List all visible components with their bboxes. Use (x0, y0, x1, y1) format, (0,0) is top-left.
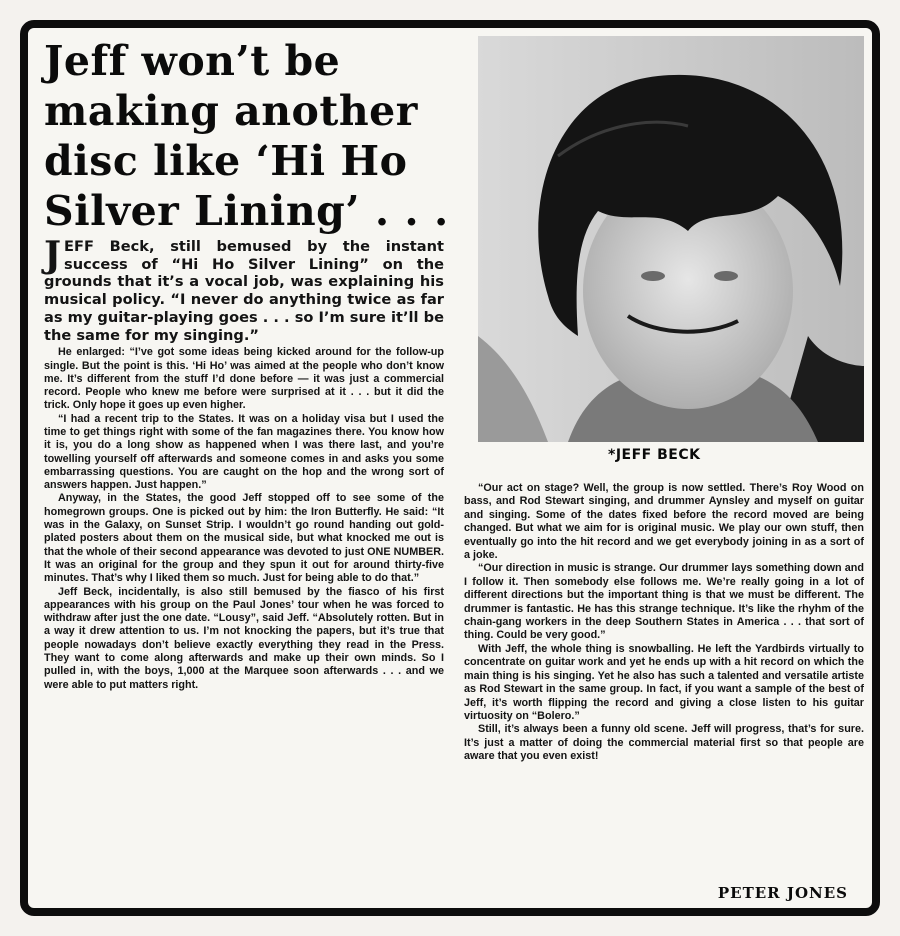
lead-text: EFF Beck, still bemused by the instant success of “Hi Ho Silver Lining” on the grounds that it’s a vocal job, was explaining his musical policy. “I never do anything twice as far as my guitar-playing goes . . . so I’m sure it’ll be the same for my singing.” (44, 238, 444, 344)
body-paragraph: Anyway, in the States, the good Jeff stopped off to see some of the homegrown groups. One is picked out by him: the Iron Butterfly. He said: “It was in the Galaxy, on Sunset Strip. I wouldn’t go round handing out gold-plated posters about them on the musical side, but what knocked me out is that the whole of their second appearance was devoted to just ONE NUMBER. It was an original for the group and they spun it out for around thirty-five minutes. That’s why I liked them so much. Just for being able to do that.” (44, 492, 444, 585)
portrait-illustration (478, 36, 864, 442)
body-paragraph: “Our direction in music is strange. Our drummer lays something down and I follow it. Then somebody else follows me. We’re really going in a lot of different directions but the important thing is that we must be different. The drummer is fantastic. He has this strange technique. It’s like the rhyhm of the chain-gang workers in the deep Southern States in America . . . that sort of thing. Could be very good.” (464, 562, 864, 642)
body-paragraph: “Our act on stage? Well, the group is now settled. There’s Roy Wood on bass, and Rod Stewart singing, and drummer Aynsley and myself on guitar and singing. Some of the dates fixed before the record moved are being changed. But what we aim for is original music. We play our own stuff, then eventually go into the hit record and we get everybody joining in as a sort of a joke. (464, 482, 864, 562)
left-text-column (44, 234, 444, 692)
body-paragraph: He enlarged: “I’ve got some ideas being kicked around for the follow-up single. But the point is this. ‘Hi Ho’ was aimed at the people who don’t know me. It’s different from the stuff I’d done before — it was just a commercial record. People who knew me before were surprised at it . . . but it did the trick. Only hope it goes up even higher. (44, 346, 444, 412)
drop-cap: J (44, 234, 62, 276)
author-byline: PETER JONES (717, 884, 848, 902)
photo-caption: *JEFF BECK (608, 447, 701, 463)
right-text-column (464, 482, 864, 764)
jeff-beck-photo (478, 36, 864, 442)
article-headline: Jeff won’t be making another disc like ‘Hi Ho Silver Lining’ . . . (44, 37, 449, 235)
lead-paragraph (44, 234, 444, 344)
body-paragraph: Jeff Beck, incidentally, is also still bemused by the fiasco of his first appearances with his group on the Paul Jones’ tour when he was forced to withdraw after just the one date. “Lousy”, said Jeff. “Absolutely rotten. But in a way it drew attention to us. I’m not knocking the papers, but it’s true that people nowadays don’t believe exactly everything they read in the Press. They want to come along afterwards and make up their own minds. So I pulled in, with the boys, 1,000 at the Marquee soon afterwards . . . and we were able to put matters right. (44, 585, 444, 691)
body-paragraph: Still, it’s always been a funny old scene. Jeff will progress, that’s for sure. It’s just a matter of doing the commercial material first so that people are aware that you even exist! (464, 723, 864, 763)
body-paragraph: “I had a recent trip to the States. It was on a holiday visa but I used the time to get things right with some of the fan magazines there. You know how it is, you do a long show as happened when I was there last, and you’re towelling yourself off afterwards and someone comes in and asks you some embarrassing questions. You are caught on the hop and the wrong sort of answers happen. Just happen.” (44, 412, 444, 492)
body-paragraph: With Jeff, the whole thing is snowballing. He left the Yardbirds virtually to concentrate on guitar work and yet he ends up with a hit record on which the main thing is his singing. Yet he also has such a talented and versatile artiste as Rod Stewart in the same group. In fact, if you want a sample of the best of Jeff, it’s worth flipping the record and giving a close listen to his guitar virtuosity on “Bolero.” (464, 642, 864, 722)
